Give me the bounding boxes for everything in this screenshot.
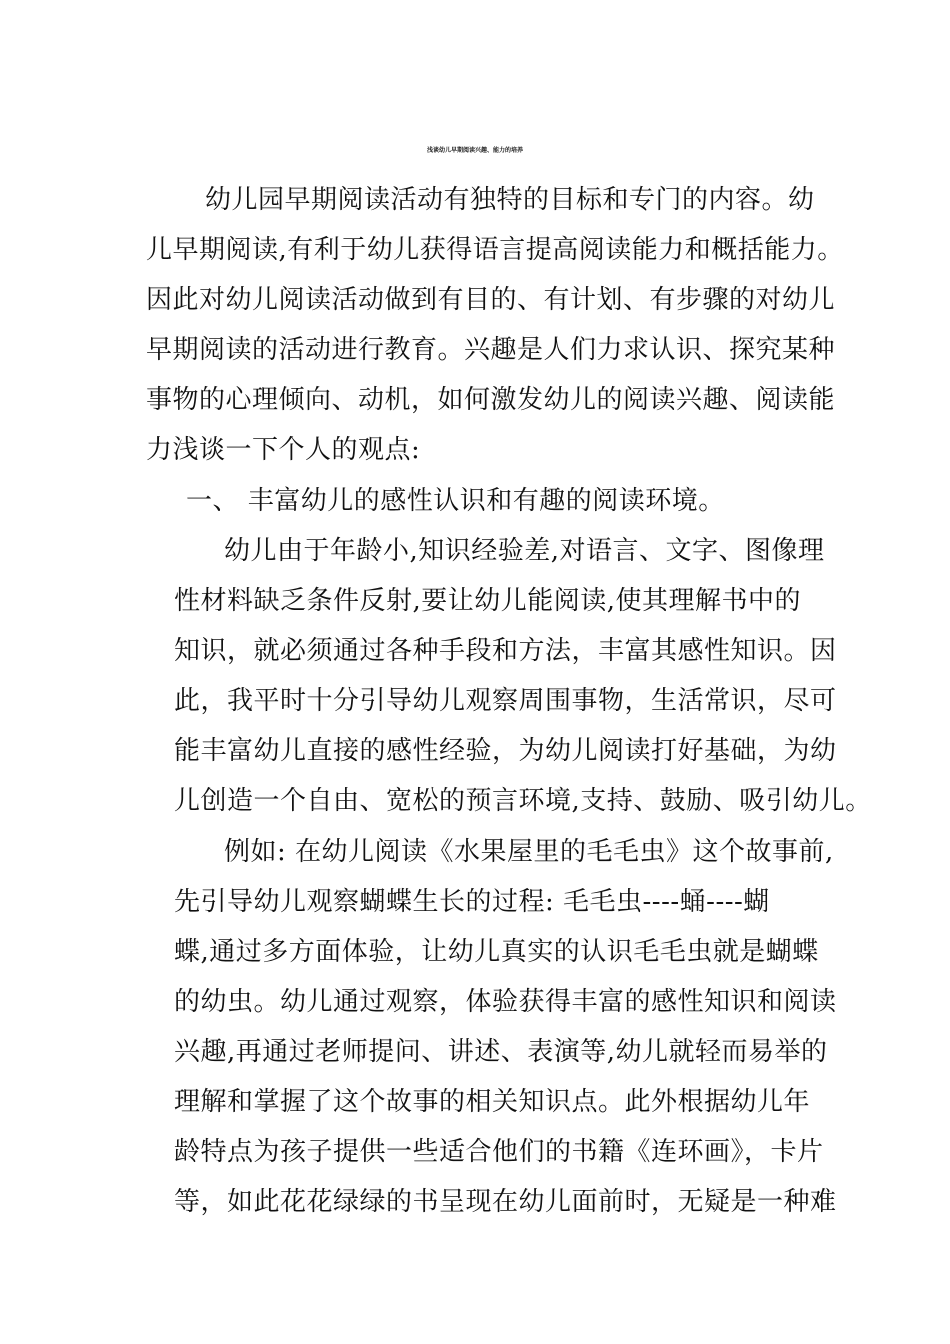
document-title: 浅谈幼儿早期阅读兴趣、能力的培养	[426, 147, 523, 154]
intro-line: 早期阅读的活动进行教育。兴趣是人们力求认识、探究某种	[146, 335, 836, 365]
intro-line: 力浅谈一下个人的观点:	[146, 435, 421, 465]
body-line: 先引导幼儿观察蝴蝶生长的过程: 毛毛虫----蛹----蝴	[174, 887, 770, 917]
body-line: 的幼虫。幼儿通过观察，体验获得丰富的感性知识和阅读	[174, 987, 837, 1017]
body-line: 知识，就必须通过各种手段和方法，丰富其感性知识。因	[174, 636, 837, 666]
intro-line: 幼儿园早期阅读活动有独特的目标和专门的内容。幼	[205, 185, 815, 215]
body-line: 性材料缺乏条件反射,要让幼儿能阅读,使其理解书中的	[174, 586, 802, 616]
body-line: 兴趣,再通过老师提问、讲述、表演等,幼儿就轻而易举的	[174, 1037, 828, 1067]
intro-line: 事物的心理倾向、动机，如何激发幼儿的阅读兴趣、阅读能	[146, 385, 836, 415]
body-line: 蝶,通过多方面体验，让幼儿真实的认识毛毛虫就是蝴蝶	[174, 937, 819, 967]
body-line: 理解和掌握了这个故事的相关知识点。此外根据幼儿年	[174, 1087, 811, 1117]
body-line: 能丰富幼儿直接的感性经验，为幼儿阅读打好基础，为幼	[174, 736, 837, 766]
section-heading: 一、 丰富幼儿的感性认识和有趣的阅读环境。	[186, 486, 725, 516]
body-line: 幼儿由于年龄小,知识经验差,对语言、文字、图像理	[224, 536, 825, 566]
body-line: 此，我平时十分引导幼儿观察周围事物，生活常识，尽可	[174, 686, 837, 716]
body-line: 龄特点为孩子提供一些适合他们的书籍《连环画》，卡片	[174, 1137, 824, 1167]
intro-line: 因此对幼儿阅读活动做到有目的、有计划、有步骤的对幼儿	[146, 285, 836, 315]
body-line: 例如: 在幼儿阅读《水果屋里的毛毛虫》这个故事前,	[224, 837, 834, 867]
body-line: 儿创造一个自由、宽松的预言环境,支持、鼓励、吸引幼儿。	[174, 786, 872, 816]
intro-line: 儿早期阅读,有利于幼儿获得语言提高阅读能力和概括能力。	[146, 235, 844, 265]
body-line: 等，如此花花绿绿的书呈现在幼儿面前时，无疑是一种难	[174, 1187, 837, 1217]
